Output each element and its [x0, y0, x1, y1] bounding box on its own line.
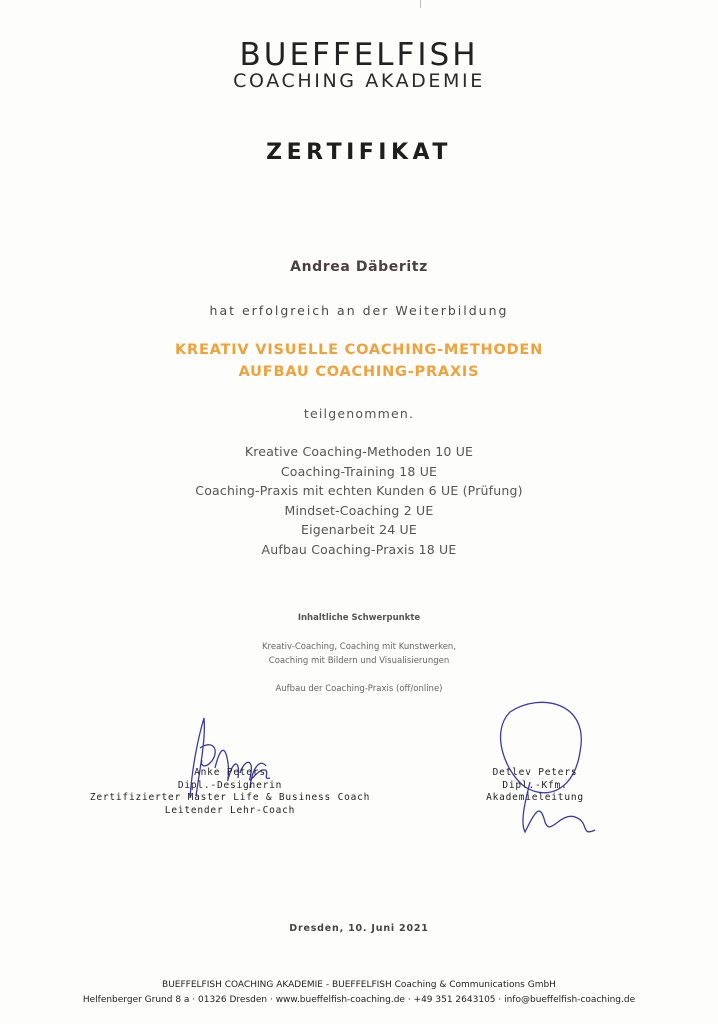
module-item: Eigenarbeit 24 UE	[300, 522, 418, 537]
signature-block-right	[450, 767, 620, 805]
intro-text: hat erfolgreich an der Weiterbildung	[209, 303, 509, 318]
issue-date: Dresden, 10. Juni 2021	[289, 923, 429, 934]
signer-name: Anke Peters	[194, 767, 266, 778]
signer-name: Detlev Peters	[492, 767, 578, 778]
signer-role: Zertifizierter Master Life & Business Coach	[89, 792, 371, 803]
course-title-line-1: KREATIV VISUELLE COACHING-METHODEN	[174, 342, 544, 358]
participated-text: teilgenommen.	[303, 406, 415, 421]
footer-company: BUEFFELFISH COACHING AKADEMIE - BUEFFELFISH Coaching & Communications GmbH	[162, 980, 556, 990]
signer-title: Dipl.-Designerin	[177, 779, 283, 791]
logo-line-1: BUEFFELFISH	[239, 37, 479, 73]
focus-block-1	[0, 640, 718, 668]
module-list	[0, 442, 718, 559]
signature-block-left	[60, 767, 400, 817]
module-item: Kreative Coaching-Methoden 10 UE	[244, 444, 474, 459]
module-item: Aufbau Coaching-Praxis 18 UE	[261, 541, 457, 557]
footer-contact: Helfenberger Grund 8 a · 01326 Dresden · www.bueffelfish-coaching.de · +49 351 2643105 · info@bueffelfish-coaching.de	[82, 995, 636, 1005]
module-item: Coaching-Praxis mit echten Kunden 6 UE (Prüfung)	[195, 483, 523, 498]
recipient-name: Andrea Däberitz	[290, 259, 428, 275]
focus-line: Coaching mit Bildern und Visualisierungen	[268, 656, 450, 666]
signer-role: Akademieleitung	[486, 792, 584, 803]
course-title-line-2: AUFBAU COACHING-PRAXIS	[238, 364, 480, 380]
signer-title: Dipl.-Kfm.	[502, 779, 568, 791]
module-item: Mindset-Coaching 2 UE	[284, 502, 434, 518]
logo-line-2: COACHING AKADEMIE	[233, 70, 485, 92]
scan-mark	[420, 0, 421, 8]
signer-role: Leitender Lehr-Coach	[164, 804, 296, 816]
module-item: Coaching-Training 18 UE	[280, 463, 438, 479]
focus-line: Kreativ-Coaching, Coaching mit Kunstwerken,	[261, 642, 457, 652]
focus-line: Aufbau der Coaching-Praxis (off/online)	[275, 684, 443, 694]
focus-heading: Inhaltliche Schwerpunkte	[297, 613, 421, 623]
certificate-title: ZERTIFIKAT	[266, 140, 452, 165]
